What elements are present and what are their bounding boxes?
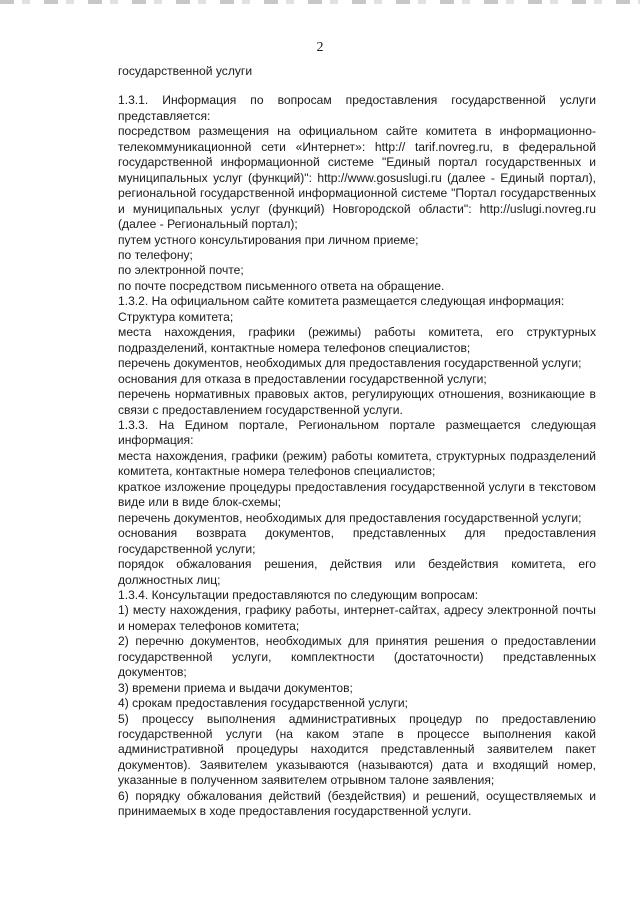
paragraph: государственной услуги (118, 64, 253, 78)
paragraph: 1.3.1. Информация по вопросам предоставления государственной услуги представляется: (118, 93, 596, 123)
paragraph: места нахождения, графики (режим) работы комитета, структурных подразделений комитета, контактные номера телефонов специалистов; (118, 448, 596, 479)
paragraph: посредством размещения на официальном сайте комитета в информационно-телекоммуникационной сети «Интернет»: http:// tarif.novreg.ru, в федеральной государственной информационной системе "Единый портал государственных и муниципальных услуг (функций)": http://www.gosuslugi.ru (далее - Единый портал), региональной государственной информационной системе "Портал государственных и муниципальных услуг (функций) Новгородской области": http://uslugi.novreg.ru (далее - Региональный портал); (118, 124, 596, 232)
paragraph: 2) перечню документов, необходимых для принятия решения о предоставлении государственной услуги, комплектности (достаточности) представленных документов; (118, 634, 596, 680)
paragraph: 6) порядку обжалования действий (бездействия) и решений, осуществляемых и принимаемых в ходе предоставления государственной услуги. (118, 788, 596, 819)
page-number: 2 (316, 40, 324, 55)
paragraph: 5) процессу выполнения административных процедур по предоставлению государственной услуги (на каком этапе в процессе выполнения какой административной процедуры находится представленный заявителем пакет документов). Заявителем указываются (называются) дата и входящий номер, указанные в полученном заявителем отрывном талоне заявления; (118, 711, 596, 788)
paragraph: по телефону; (118, 247, 193, 262)
paragraph: по электронной почте; (118, 263, 244, 278)
scan-edge-artifact (0, 0, 640, 4)
paragraph: перечень документов, необходимых для предоставления государственной услуги; (118, 510, 582, 525)
paragraph: 1) месту нахождения, графику работы, интернет-сайтах, адресу электронной почты и номерах телефонов комитета; (118, 603, 596, 633)
paragraph: по почте посредством письменного ответа на обращение. (118, 278, 445, 293)
paragraph: 1.3.2. На официальном сайте комитета размещается следующая информация: (118, 294, 565, 309)
paragraph: 3) времени приема и выдачи документов; (118, 680, 353, 695)
paragraph: 1.3.4. Консультации предоставляются по следующим вопросам: (118, 587, 479, 602)
paragraph: основания возврата документов, представленных для предоставления государственной услуги; (118, 526, 596, 556)
paragraph: Структура комитета; (118, 309, 234, 324)
paragraph: 4) срокам предоставления государственной услуги; (118, 696, 408, 711)
paragraph: путем устного консультирования при личном приеме; (118, 232, 419, 247)
paragraph: порядок обжалования решения, действия или бездействия комитета, его должностных лиц; (118, 557, 596, 587)
paragraph: места нахождения, графики (режимы) работы комитета, его структурных подразделений, контактные номера телефонов специалистов; (118, 325, 596, 355)
paragraph: краткое изложение процедуры предоставления государственной услуги в текстовом виде или в виде блок-схемы; (118, 479, 596, 510)
document-body (118, 64, 596, 820)
paragraph: перечень нормативных правовых актов, регулирующих отношения, возникающие в связи с предоставлением государственной услуги. (118, 387, 596, 417)
paragraph: основания для отказа в предоставлении государственной услуги; (118, 371, 487, 386)
paragraph: перечень документов, необходимых для предоставления государственной услуги; (118, 356, 582, 371)
paragraph: 1.3.3. На Едином портале, Региональном портале размещается следующая информация: (118, 417, 596, 448)
